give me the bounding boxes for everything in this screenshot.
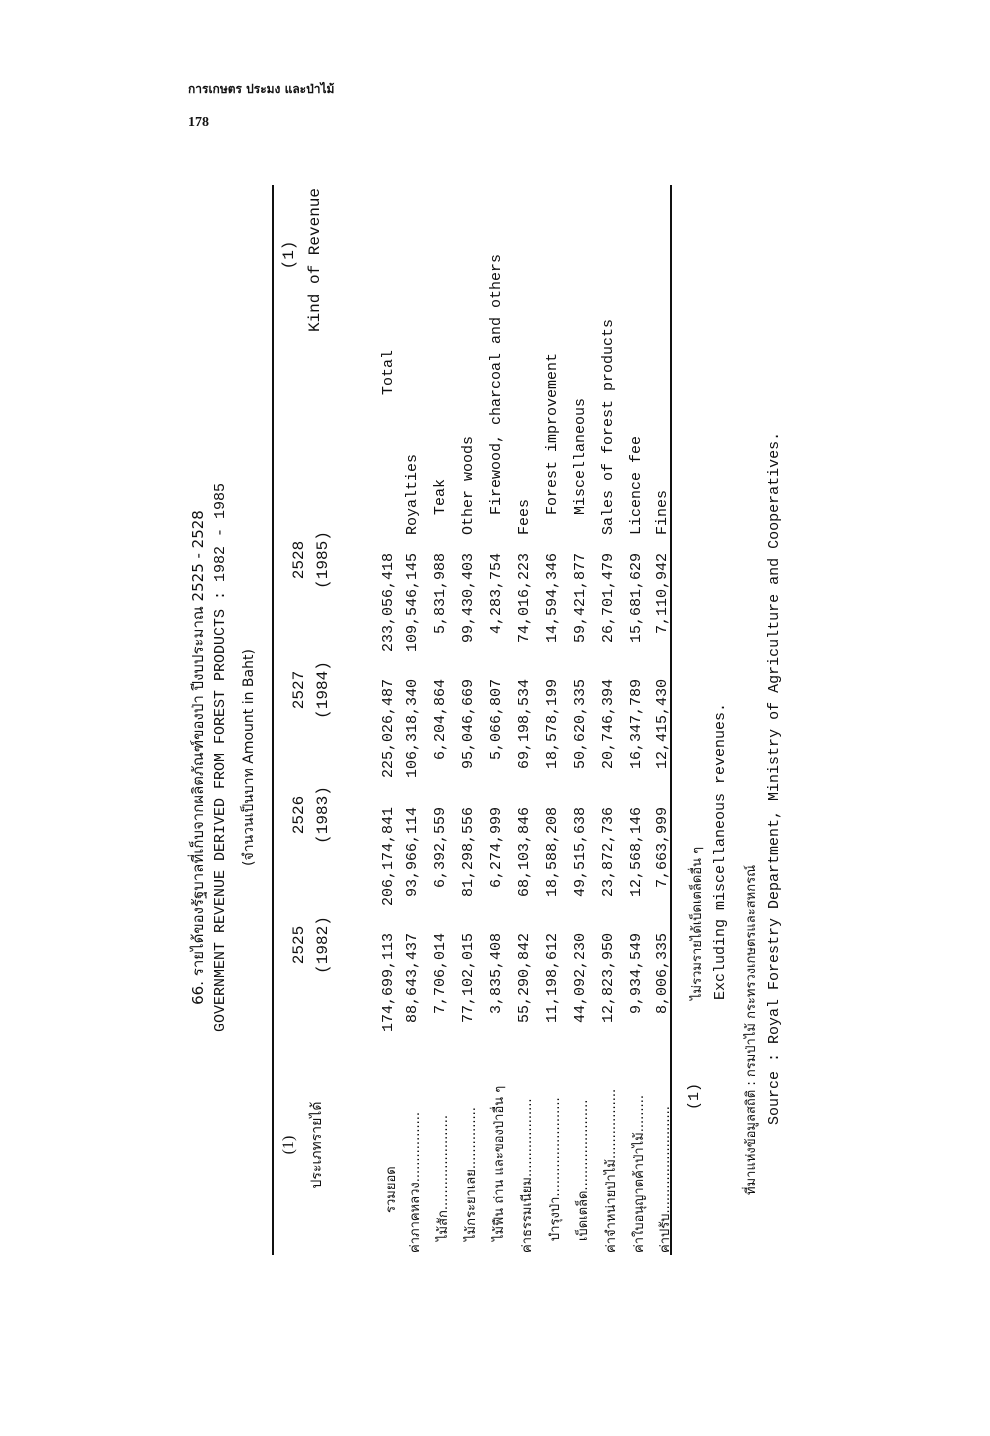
row-value-2: 81,298,556 xyxy=(460,807,477,898)
col-th-label: ประเภทรายได้ xyxy=(309,1101,325,1189)
table-title-en: GOVERNMENT REVENUE DERIVED FROM FOREST PRODUCTS : 1982 - 1985 xyxy=(212,482,229,1033)
row-label-en: Fines xyxy=(654,489,671,535)
table-unit: (จำนวนเป็นบาท Amount in Baht) xyxy=(241,649,257,866)
row-label-th: ค่าธรรมเนียม................... xyxy=(520,1098,535,1253)
table-row xyxy=(572,160,598,1355)
row-label-th: บำรุงป่า........................ xyxy=(548,1097,563,1241)
running-header: การเกษตร ประมง และป่าไม้ xyxy=(188,82,335,96)
row-value-1: 88,643,437 xyxy=(404,933,421,1024)
row-value-1: 174,699,113 xyxy=(380,933,397,1033)
row-label-en: Licence fee xyxy=(628,435,645,535)
row-value-1: 12,823,950 xyxy=(600,933,617,1024)
year-ad-2: (1983) xyxy=(314,786,332,844)
row-value-2: 18,588,208 xyxy=(544,807,561,898)
col-en-note: (1) xyxy=(280,240,298,270)
row-value-3: 6,204,864 xyxy=(432,679,449,761)
table-row xyxy=(404,160,430,1355)
table-row xyxy=(380,160,406,1355)
table-row xyxy=(544,160,570,1355)
year-be-2: 2526 xyxy=(290,795,308,835)
table-row xyxy=(488,160,514,1355)
row-value-1: 55,290,842 xyxy=(516,933,533,1024)
row-value-3: 12,415,430 xyxy=(654,679,671,770)
row-value-1: 8,006,335 xyxy=(654,933,671,1015)
row-value-3: 16,347,789 xyxy=(628,679,645,770)
row-value-3: 20,746,394 xyxy=(600,679,617,770)
row-label-en: Other woods xyxy=(460,435,477,535)
row-label-en: Forest improvement xyxy=(544,352,561,515)
row-value-4: 99,430,403 xyxy=(460,553,477,644)
row-value-2: 206,174,841 xyxy=(380,807,397,907)
row-value-4: 7,110,942 xyxy=(654,553,671,635)
row-value-4: 26,701,479 xyxy=(600,553,617,644)
row-value-2: 49,515,638 xyxy=(572,807,589,898)
row-value-1: 9,934,549 xyxy=(628,933,645,1015)
row-value-3: 106,318,340 xyxy=(404,679,421,779)
footnote-en: Excluding miscellaneous revenues. xyxy=(712,702,729,1000)
row-label-en: Teak xyxy=(432,478,449,515)
source-th: ที่มาแห่งข้อมูลสถิติ : กรมป่าไม้ กระทรวงเกษตรและสหกรณ์ xyxy=(744,864,759,1195)
row-label-en: Firewood, charcoal and others xyxy=(488,253,505,515)
row-label-en: Sales of forest products xyxy=(600,318,617,535)
row-value-3: 69,198,534 xyxy=(516,679,533,770)
row-value-1: 44,092,230 xyxy=(572,933,589,1024)
table-row xyxy=(460,160,486,1355)
row-value-2: 12,568,146 xyxy=(628,807,645,898)
row-value-4: 74,016,223 xyxy=(516,553,533,644)
row-label-th: ไม้กระยาเลย............... xyxy=(464,1107,479,1241)
year-be-1: 2525 xyxy=(290,925,308,965)
row-label-en: Total xyxy=(380,349,397,395)
row-value-2: 68,103,846 xyxy=(516,807,533,898)
row-label-en: Fees xyxy=(516,498,533,535)
source-en: Source : Royal Forestry Department, Ministry of Agriculture and Cooperatives. xyxy=(766,431,783,1125)
row-value-1: 11,198,612 xyxy=(544,933,561,1024)
row-value-3: 50,620,335 xyxy=(572,679,589,770)
bottom-rule xyxy=(670,185,672,1255)
year-ad-1: (1982) xyxy=(314,916,332,974)
row-value-4: 4,283,754 xyxy=(488,553,505,635)
row-label-th: ไม้ฟืน ถ่าน และของป่าอื่น ๆ xyxy=(492,1085,507,1241)
row-value-1: 7,706,014 xyxy=(432,933,449,1015)
footnote-th: ไม่รวมรายได้เบ็ดเตล็ดอื่น ๆ xyxy=(690,846,705,1000)
row-value-3: 18,578,199 xyxy=(544,679,561,770)
footnote-marker: (1) xyxy=(686,1082,703,1110)
row-value-4: 14,594,346 xyxy=(544,553,561,644)
row-value-3: 5,066,807 xyxy=(488,679,505,761)
row-label-th: เบ็ดเตล็ด...................... xyxy=(576,1099,591,1241)
row-value-3: 95,046,669 xyxy=(460,679,477,770)
page-number: 178 xyxy=(188,115,209,130)
row-label-th: ค่าใบอนุญาตค้าป่าไม้......... xyxy=(632,1095,647,1253)
row-value-2: 6,392,559 xyxy=(432,807,449,889)
row-value-4: 5,831,988 xyxy=(432,553,449,635)
row-label-th: ค่าภาคหลวง................. xyxy=(408,1112,423,1253)
table-title-th: 66. รายได้ของรัฐบาลที่เก็บจากผลิตภัณฑ์ของป่า ปีงบประมาณ 2525 - 2528 xyxy=(189,510,207,1005)
row-label-th: รวมยอด xyxy=(384,1166,399,1213)
row-value-4: 109,546,145 xyxy=(404,553,421,653)
row-value-4: 233,056,418 xyxy=(380,553,397,653)
row-value-2: 6,274,999 xyxy=(488,807,505,889)
rotated-table-page xyxy=(180,160,820,1355)
year-ad-3: (1984) xyxy=(314,661,332,719)
row-label-en: Royalties xyxy=(404,453,421,535)
row-value-2: 7,663,999 xyxy=(654,807,671,889)
table-row xyxy=(600,160,626,1355)
row-label-th: ไม้สัก....................... xyxy=(436,1115,451,1241)
row-value-2: 23,872,736 xyxy=(600,807,617,898)
row-value-4: 59,421,877 xyxy=(572,553,589,644)
row-label-en: Miscellaneous xyxy=(572,397,589,515)
row-label-th: ค่าปรับ.......................... xyxy=(658,1106,673,1253)
table-row xyxy=(432,160,458,1355)
row-value-4: 15,681,629 xyxy=(628,553,645,644)
table-row xyxy=(654,160,680,1355)
table-row xyxy=(628,160,654,1355)
year-be-4: 2528 xyxy=(290,540,308,580)
row-value-1: 3,835,408 xyxy=(488,933,505,1015)
row-value-3: 225,026,487 xyxy=(380,679,397,779)
year-be-3: 2527 xyxy=(290,670,308,710)
row-label-th: ค่าจำหน่ายป่าไม้................. xyxy=(604,1088,619,1253)
top-rule xyxy=(272,185,274,1255)
row-value-1: 77,102,015 xyxy=(460,933,477,1024)
col-th-note: (1) xyxy=(280,1135,297,1155)
col-en-label: Kind of Revenue xyxy=(306,187,324,333)
year-ad-4: (1985) xyxy=(314,531,332,589)
row-value-2: 93,966,114 xyxy=(404,807,421,898)
table-row xyxy=(516,160,542,1355)
